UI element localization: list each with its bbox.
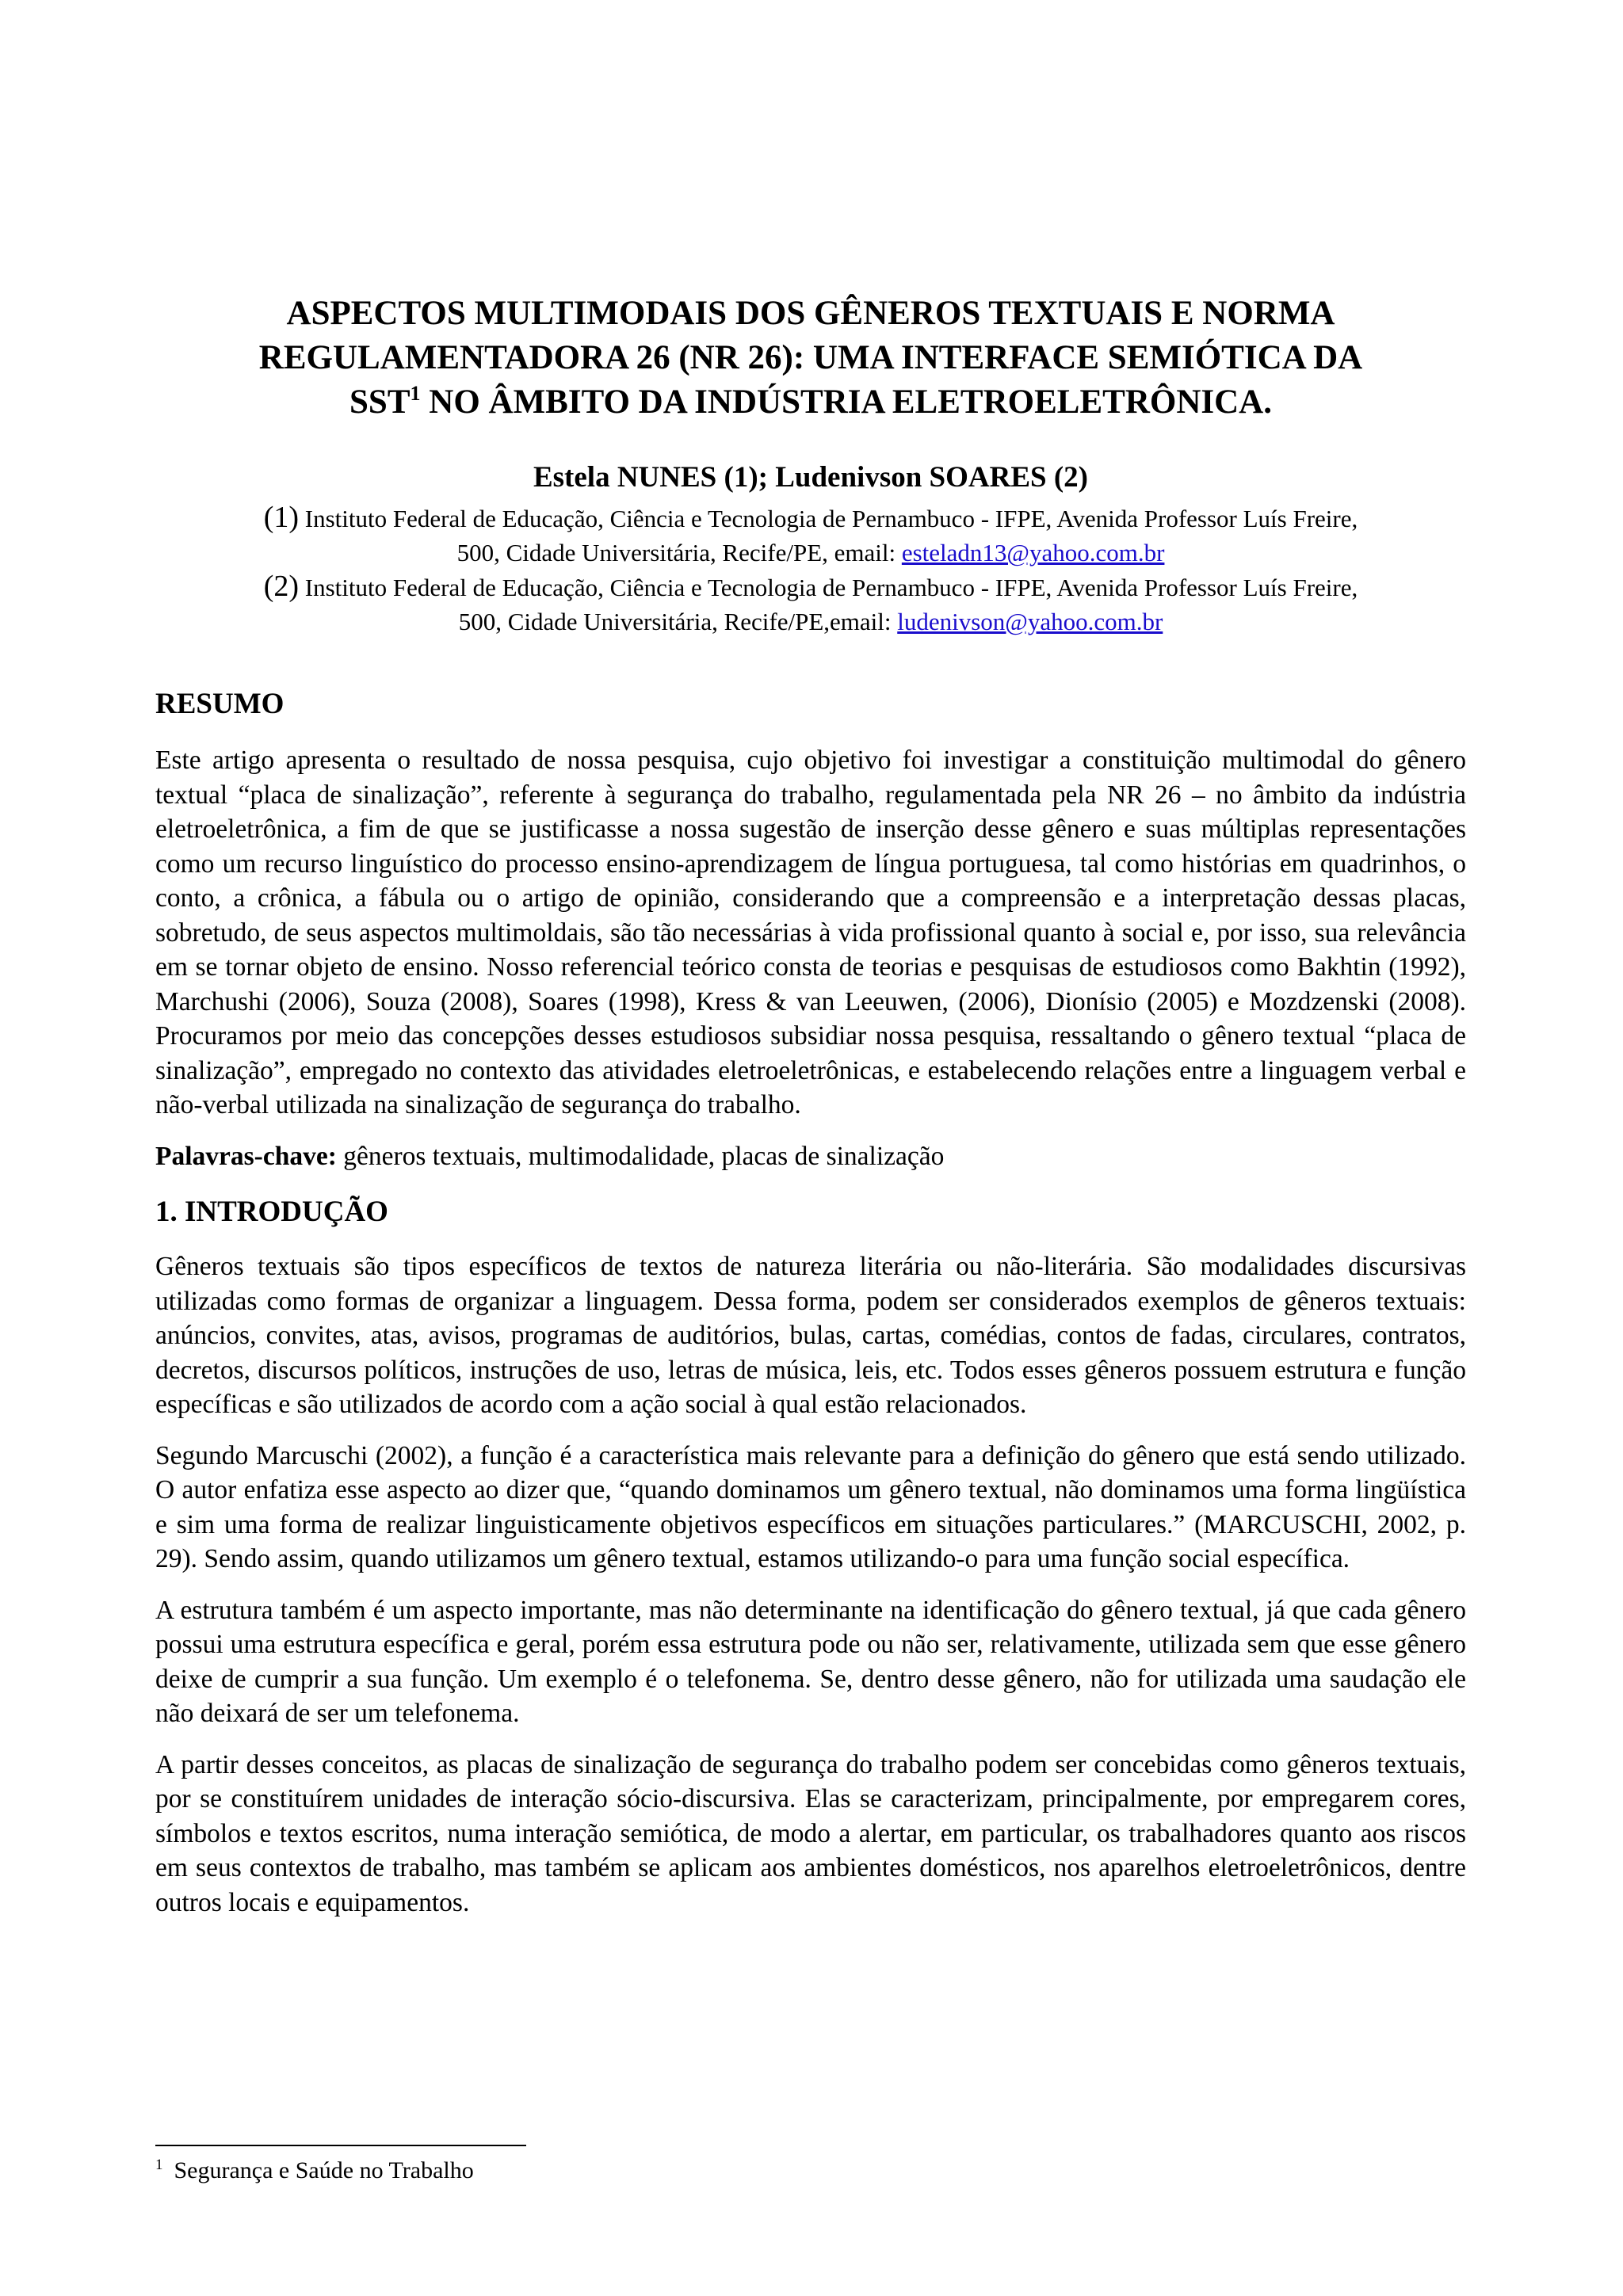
keywords	[155, 1139, 1466, 1174]
title-line-3-start: SST	[349, 383, 411, 421]
intro-paragraph: Gêneros textuais são tipos específicos de textos de natureza literária ou não-literária. São modalidades discursivas utilizadas como formas de organizar a linguagem. Dessa forma, podem ser considerados exemplos de gêneros textuais: anúncios, convites, atas, avisos, programas de auditórios, bulas, cartas, comédias, contos de fadas, circulares, contratos, decretos, discursos políticos, instruções de uso, letras de música, leis, etc. Todos esses gêneros possuem estrutura e função específicas e são utilizados de acordo com a ação social à qual estão relacionados.	[155, 1252, 1466, 1419]
affiliation-line-2: 500, Cidade Universitária, Recife/PE, email:	[456, 539, 902, 566]
affiliation-line-1: Instituto Federal de Educação, Ciência e Tecnologia de Pernambuco - IFPE, Avenida Professor Luís Freire,	[299, 574, 1358, 601]
affiliation-2	[155, 570, 1466, 639]
affiliation-line-2: 500, Cidade Universitária, Recife/PE,email:	[458, 608, 898, 635]
affiliation-number: (1)	[263, 501, 300, 534]
title-footnote-marker[interactable]: 1	[410, 382, 421, 405]
keywords-text: gêneros textuais, multimodalidade, placas de sinalização	[336, 1141, 945, 1171]
title-line-2: REGULAMENTADORA 26 (NR 26): UMA INTERFACE SEMIÓTICA DA	[258, 339, 1363, 376]
footnote-text: Segurança e Saúde no Trabalho	[174, 2157, 474, 2183]
footnote	[155, 2155, 474, 2187]
email-link[interactable]: esteladn13@yahoo.com.br	[901, 539, 1165, 566]
page-content	[155, 292, 1466, 1936]
affiliation-1	[155, 501, 1466, 570]
intro-paragraph: A estrutura também é um aspecto importante, mas não determinante na identificação do gênero textual, já que cada gênero possui uma estrutura específica e geral, porém essa estrutura pode ou não ser, relativamente, utilizada sem que esse gênero deixe de cumprir a sua função. Um exemplo é o telefonema. Se, dentro desse gênero, não for utilizada uma saudação ele não deixará de ser um telefonema.	[155, 1595, 1466, 1728]
title-line-1: ASPECTOS MULTIMODAIS DOS GÊNEROS TEXTUAIS E NORMA	[286, 295, 1335, 332]
footnote-separator	[155, 2145, 526, 2146]
footnote-marker: 1	[155, 2157, 163, 2173]
resumo-heading: RESUMO	[155, 688, 285, 720]
title-line-3-end: NO ÂMBITO DA INDÚSTRIA ELETROELETRÔNICA.	[420, 383, 1272, 421]
keywords-label: Palavras-chave:	[155, 1141, 337, 1171]
introduction-heading: 1. INTRODUÇÃO	[155, 1196, 388, 1228]
email-link[interactable]: ludenivson@yahoo.com.br	[897, 608, 1163, 635]
intro-paragraph: A partir desses conceitos, as placas de sinalização de segurança do trabalho podem ser concebidas como gêneros textuais, por se constituírem unidades de interação sócio-discursiva. Elas se caracterizam, principalmente, por empregarem cores, símbolos e textos escritos, numa interação semiótica, de modo a alertar, em particular, os trabalhadores quanto aos riscos em seus contextos de trabalho, mas também se aplicam aos ambientes domésticos, nos aparelhos eletroeletrônicos, dentre outros locais e equipamentos.	[155, 1749, 1466, 1917]
authors: Estela NUNES (1); Ludenivson SOARES (2)	[533, 461, 1089, 494]
affiliation-number: (2)	[263, 570, 300, 603]
intro-paragraph: Segundo Marcuschi (2002), a função é a característica mais relevante para a definição do gênero que está sendo utilizado. O autor enfatiza esse aspecto ao dizer que, “quando dominamos um gênero textual, não dominamos uma forma lingüística e sim uma forma de realizar linguisticamente objetivos específicos em situações particulares.” (MARCUSCHI, 2002, p. 29). Sendo assim, quando utilizamos um gênero textual, estamos utilizando-o para uma função social específica.	[155, 1440, 1466, 1573]
paper-title	[155, 292, 1466, 425]
resumo-text: Este artigo apresenta o resultado de nossa pesquisa, cujo objetivo foi investigar a constituição multimodal do gênero textual “placa de sinalização”, referente à segurança do trabalho, regulamentada pela NR 26 – no âmbito da indústria eletroeletrônica, a fim de que se justificasse a nossa sugestão de inserção desse gênero e suas múltiplas representações como um recurso linguístico do processo ensino-aprendizagem de língua portuguesa, tal como histórias em quadrinhos, o conto, a crônica, a fábula ou o artigo de opinião, considerando que a compreensão e a interpretação dessas placas, sobretudo, de seus aspectos multimoldais, são tão necessárias à vida profissional quanto à social e, por isso, sua relevância em se tornar objeto de ensino. Nosso referencial teórico consta de teorias e pesquisas de estudiosos como Bakhtin (1992), Marchushi (2006), Souza (2008), Soares (1998), Kress & van Leeuwen, (2006), Dionísio (2005) e Mozdzenski (2008). Procuramos por meio das concepções desses estudiosos subsidiar nossa pesquisa, ressaltando o gênero textual “placa de sinalização”, empregado no contexto das atividades eletroeletrônicas, e estabelecendo relações entre a linguagem verbal e não-verbal utilizada na sinalização de segurança do trabalho.	[155, 746, 1466, 1119]
affiliation-line-1: Instituto Federal de Educação, Ciência e Tecnologia de Pernambuco - IFPE, Avenida Professor Luís Freire,	[299, 505, 1358, 532]
